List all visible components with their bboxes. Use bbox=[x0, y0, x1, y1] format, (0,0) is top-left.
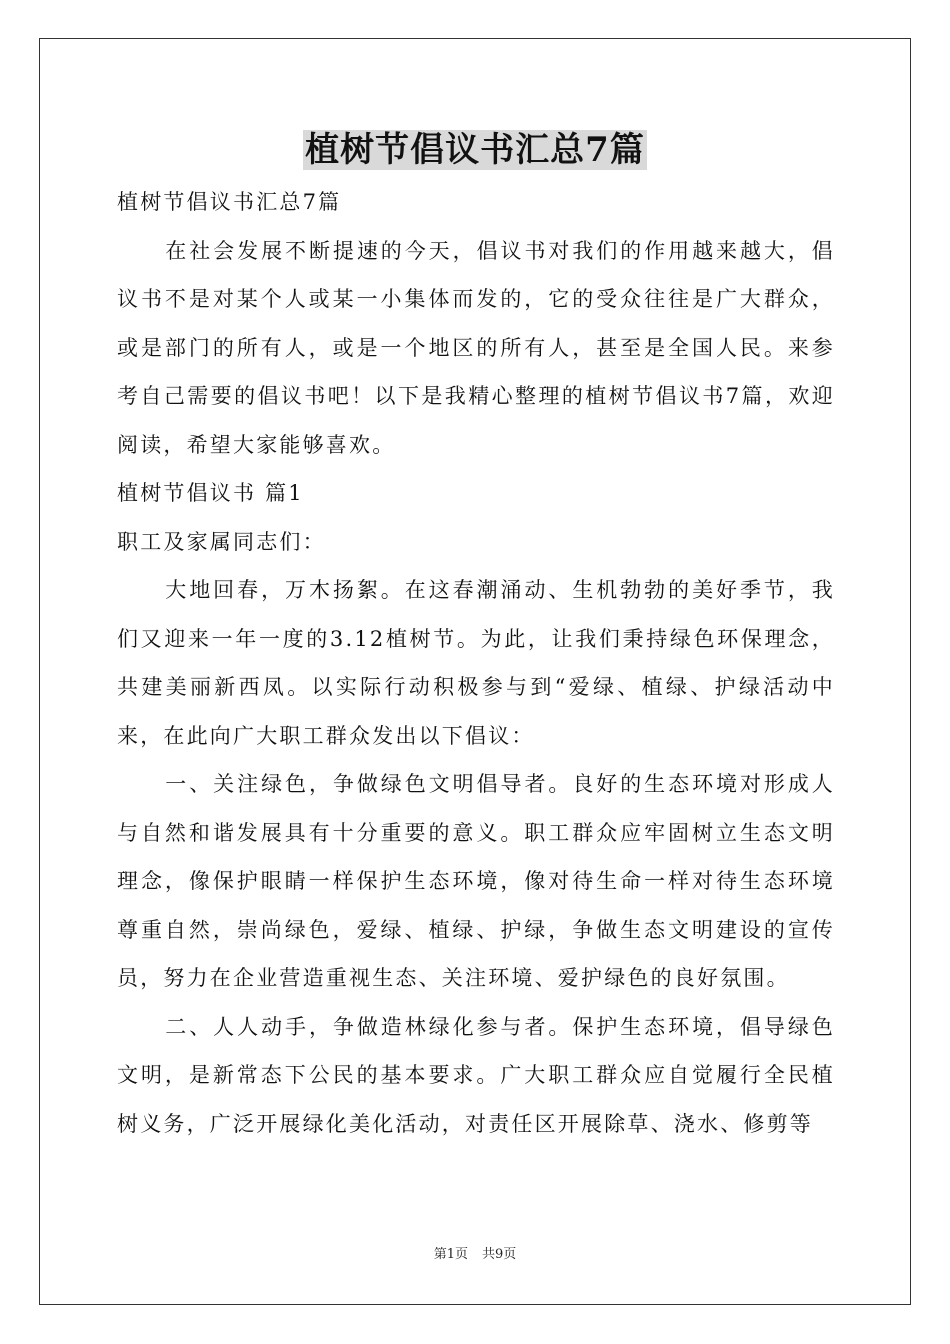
document-title bbox=[0, 128, 950, 172]
document-title-text: 植树节倡议书汇总7篇 bbox=[305, 130, 645, 170]
page-number: 第1页 bbox=[433, 1247, 468, 1262]
intro-paragraph: 在社会发展不断提速的今天，倡议书对我们的作用越来越大，倡议书不是对某个人或某一小集体而发的，它的受众往往是广大群众，或是部门的所有人，或是一个地区的所有人，甚至是全国人民。来参考自己需要的倡议书吧！以下是我精心整理的植树节倡议书7篇，欢迎阅读，希望大家能够喜欢。 bbox=[117, 238, 835, 457]
proposal-two-paragraph: 二、人人动手，争做造林绿化参与者。保护生态环境，倡导绿色文明，是新常态下公民的基本要求。广大职工群众应自觉履行全民植树义务，广泛开展绿化美化活动，对责任区开展除草、浇水、修剪等 bbox=[117, 1014, 835, 1136]
body-paragraph: 大地回春，万木扬絮。在这春潮涌动、生机勃勃的美好季节，我们又迎来一年一度的3.12植树节。为此，让我们秉持绿色环保理念，共建美丽新西凤。以实际行动积极参与到“爱绿、植绿、护绿活动中来，在此向广大职工群众发出以下倡议： bbox=[117, 578, 835, 748]
section-heading: 植树节倡议书 篇1 bbox=[117, 481, 304, 505]
salutation: 职工及家属同志们： bbox=[117, 529, 326, 554]
subtitle-line: 植树节倡议书汇总7篇 bbox=[117, 190, 342, 214]
page-footer bbox=[0, 1246, 950, 1264]
page-total: 共9页 bbox=[482, 1247, 517, 1262]
proposal-one-paragraph: 一、关注绿色，争做绿色文明倡导者。良好的生态环境对形成人与自然和谐发展具有十分重要的意义。职工群众应牢固树立生态文明理念，像保护眼睛一样保护生态环境，像对待生命一样对待生态环境尊重自然，崇尚绿色，爱绿、植绿、护绿，争做生态文明建设的宣传员，努力在企业营造重视生态、关注环境、爱护绿色的良好氛围。 bbox=[117, 772, 835, 990]
document-body bbox=[117, 178, 835, 1148]
